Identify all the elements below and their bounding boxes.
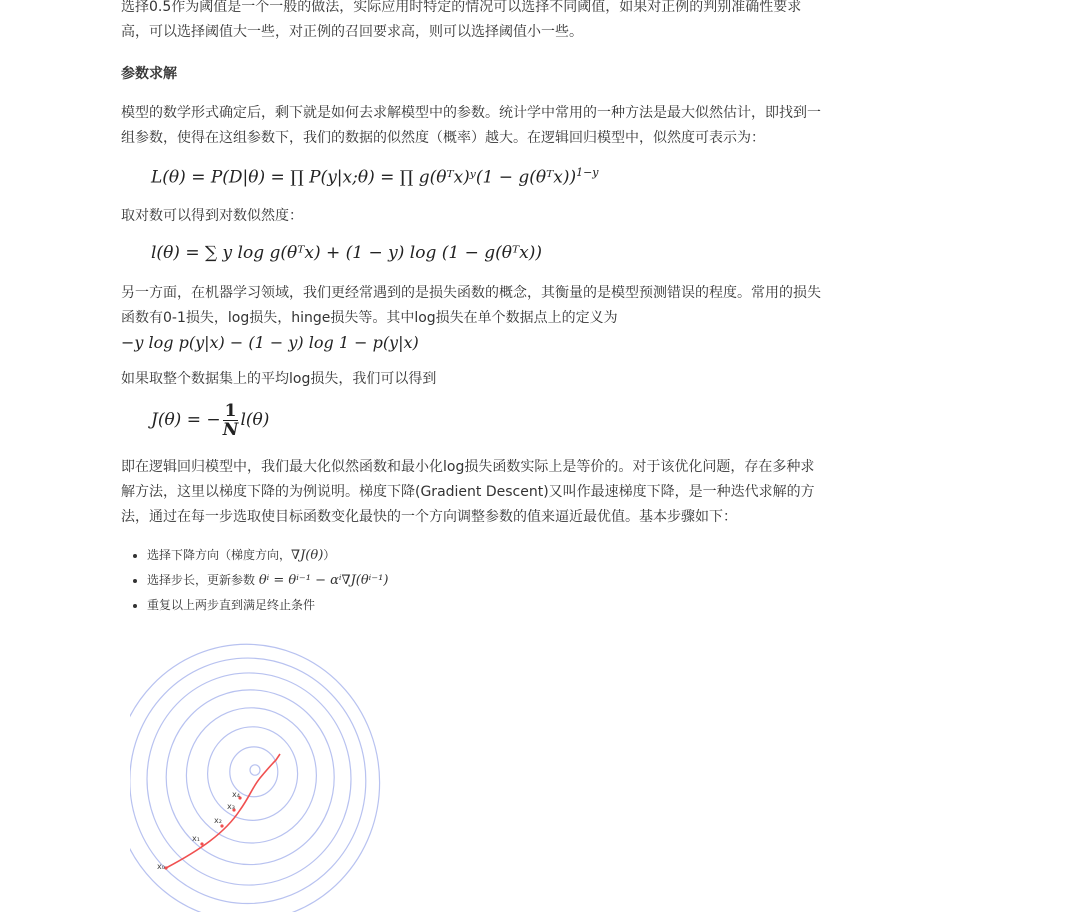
cost-left: J(θ) = − <box>151 410 221 430</box>
contour-ring <box>208 727 298 821</box>
step-text: 选择步长，更新参数 <box>147 573 259 587</box>
contour-ring <box>186 708 316 843</box>
descent-label: x₁ <box>192 834 200 843</box>
optimization-paragraph: 即在逻辑回归模型中，我们最大化似然函数和最小化log损失函数实际上是等价的。对于该优化问题，存在多种求解方法，这里以梯度下降的为例说明。梯度下降(Gradient Descent)又叫作最速梯度下降，是一种迭代求解的方法，通过在每一步选取使目标函数变化最快的一个方向调整参数的值来逼近最优值。基本步骤如下： <box>121 459 815 525</box>
log-likelihood-equation: l(θ) = ∑ y log g(θᵀx) + (1 − y) log (1 − g(θᵀx)) <box>151 243 542 263</box>
step-math: θⁱ = θⁱ⁻¹ − αⁱ∇J(θⁱ⁻¹) <box>258 573 389 588</box>
likelihood-formula: L(θ) = P(D|θ) = ∏ P(y|x;θ) = ∏ g(θᵀx)ʸ(1 − g(θᵀx)) <box>151 167 577 188</box>
step-tail: ） <box>323 548 336 562</box>
contour-rings <box>130 644 380 912</box>
avg-loss-paragraph: 如果取整个数据集上的平均log损失，我们可以得到 <box>121 371 437 387</box>
contour-ring <box>250 765 260 775</box>
likelihood-equation <box>151 160 599 191</box>
likelihood-exponent: 1−y <box>576 166 599 179</box>
list-item <box>147 593 388 617</box>
descent-label: x₃ <box>227 802 235 811</box>
gradient-descent-figure <box>130 638 420 916</box>
cost-function-equation <box>151 402 269 439</box>
log-intro-text: 取对数可以得到对数似然度： <box>121 208 303 224</box>
intro-paragraph: 选择0.5作为阈值是一个一般的做法，实际应用时特定的情况可以选择不同阈值，如果对正例的判别准确性要求高，可以选择阈值大一些，对正例的召回要求高，则可以选择阈值小一些。 <box>121 0 802 40</box>
descent-label: x₀ <box>157 862 165 871</box>
loss-paragraph: 另一方面，在机器学习领域，我们更经常遇到的是损失函数的概念，其衡量的是模型预测错误的程度。常用的损失函数有0-1损失，log损失，hinge损失等。其中log损失在单个数据点上的定义为 <box>121 285 821 326</box>
cost-denominator: N <box>222 420 239 440</box>
contour-ring <box>147 673 351 885</box>
step-text: 重复以上两步直到满足终止条件 <box>147 598 316 612</box>
section-heading: 参数求解 <box>121 66 177 82</box>
step-math: ∇J(θ) <box>291 548 324 563</box>
list-item <box>147 543 388 568</box>
contour-ring <box>130 644 380 912</box>
steps-list <box>121 543 388 617</box>
cost-right: l(θ) <box>240 410 270 430</box>
descent-point <box>200 842 203 845</box>
descent-label: x₂ <box>214 816 222 825</box>
list-item <box>147 568 388 593</box>
descent-label: x₄ <box>232 790 240 799</box>
cost-numerator: 1 <box>224 401 237 421</box>
descent-path <box>166 754 280 868</box>
contour-diagram <box>130 638 420 912</box>
step-text: 选择下降方向（梯度方向， <box>147 548 292 562</box>
log-loss-equation: −y log p(y|x) − (1 − y) log 1 − p(y|x) <box>121 333 419 352</box>
cost-fraction <box>223 402 239 439</box>
mle-paragraph: 模型的数学形式确定后，剩下就是如何去求解模型中的参数。统计学中常用的一种方法是最大似然估计，即找到一组参数，使得在这组参数下，我们的数据的似然度（概率）越大。在逻辑回归模型中，似然度可表示为： <box>121 105 821 146</box>
